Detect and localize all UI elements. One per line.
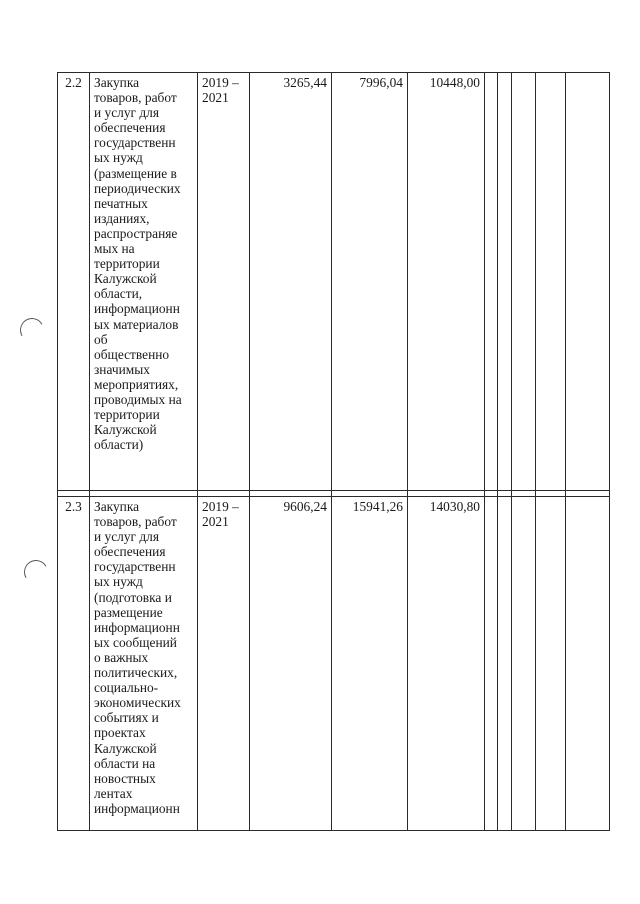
text-line: значимых xyxy=(94,361,150,377)
text-line: Калужской xyxy=(94,271,157,287)
scan-artifact-mark xyxy=(21,557,50,586)
table-row xyxy=(58,497,610,831)
text-line: (подготовка и xyxy=(94,589,172,605)
scan-artifact-mark xyxy=(17,315,46,344)
row-value-1: 9606,24 xyxy=(250,497,332,831)
text-line: Закупка xyxy=(94,499,140,514)
row-value-3: 10448,00 xyxy=(408,73,485,491)
text-line: информационн xyxy=(94,619,180,635)
text-line: лентах xyxy=(94,785,133,801)
text-line: распространяе xyxy=(94,225,178,241)
text-line: новостных xyxy=(94,770,156,786)
empty-cell xyxy=(512,73,536,491)
empty-cell xyxy=(498,497,512,831)
text-line: и услуг для xyxy=(94,105,160,121)
text-line: мероприятиях, xyxy=(94,376,179,392)
text-line: 2021 xyxy=(202,90,229,106)
text-line: области, xyxy=(94,286,143,302)
text-line: Калужской xyxy=(94,422,157,438)
row-period xyxy=(198,497,250,831)
row-description xyxy=(90,497,198,831)
text-line: товаров, работ xyxy=(94,514,177,530)
text-line: Калужской xyxy=(94,740,157,756)
text-line: территории xyxy=(94,407,160,423)
text-line: об xyxy=(94,331,108,347)
row-period xyxy=(198,73,250,491)
text-line: обеспечения xyxy=(94,544,166,560)
text-line: области на xyxy=(94,755,156,771)
row-value-3: 14030,80 xyxy=(408,497,485,831)
text-line: событиях и xyxy=(94,710,159,726)
row-value-2: 15941,26 xyxy=(332,497,408,831)
budget-table xyxy=(57,72,610,831)
text-line: обеспечения xyxy=(94,120,166,136)
text-line: (размещение в xyxy=(94,165,177,181)
text-line: 2021 xyxy=(202,514,229,530)
text-line: государственн xyxy=(94,135,176,151)
text-line: территории xyxy=(94,256,160,272)
text-line: о важных xyxy=(94,649,149,665)
text-line: изданиях, xyxy=(94,210,150,226)
empty-cell xyxy=(485,497,498,831)
text-line: социально- xyxy=(94,680,159,696)
row-number: 2.2 xyxy=(58,73,90,491)
text-line: государственн xyxy=(94,559,176,575)
text-line: размещение xyxy=(94,604,163,620)
text-line: политических, xyxy=(94,665,178,681)
text-line: экономических xyxy=(94,695,181,711)
empty-cell xyxy=(498,73,512,491)
empty-cell xyxy=(512,497,536,831)
empty-cell xyxy=(566,497,610,831)
text-line: информационн xyxy=(94,800,180,816)
empty-cell xyxy=(536,497,566,831)
text-line: ых нужд xyxy=(94,574,143,590)
text-line: печатных xyxy=(94,195,148,211)
text-line: 2019 – xyxy=(202,499,239,514)
text-line: Закупка xyxy=(94,75,140,90)
text-line: общественно xyxy=(94,346,170,362)
text-line: информационн xyxy=(94,301,180,317)
table-row xyxy=(58,73,610,491)
empty-cell xyxy=(485,73,498,491)
empty-cell xyxy=(536,73,566,491)
row-description xyxy=(90,73,198,491)
empty-cell xyxy=(566,73,610,491)
text-line: 2019 – xyxy=(202,75,239,90)
row-number: 2.3 xyxy=(58,497,90,831)
text-line: ых сообщений xyxy=(94,634,177,650)
text-line: ых материалов xyxy=(94,316,179,332)
row-value-2: 7996,04 xyxy=(332,73,408,491)
text-line: ых нужд xyxy=(94,150,143,166)
row-value-1: 3265,44 xyxy=(250,73,332,491)
text-line: проводимых на xyxy=(94,391,182,407)
text-line: области) xyxy=(94,437,144,453)
text-line: товаров, работ xyxy=(94,90,177,106)
text-line: периодических xyxy=(94,180,181,196)
text-line: мых на xyxy=(94,241,135,257)
text-line: проектах xyxy=(94,725,146,741)
text-line: и услуг для xyxy=(94,529,160,545)
